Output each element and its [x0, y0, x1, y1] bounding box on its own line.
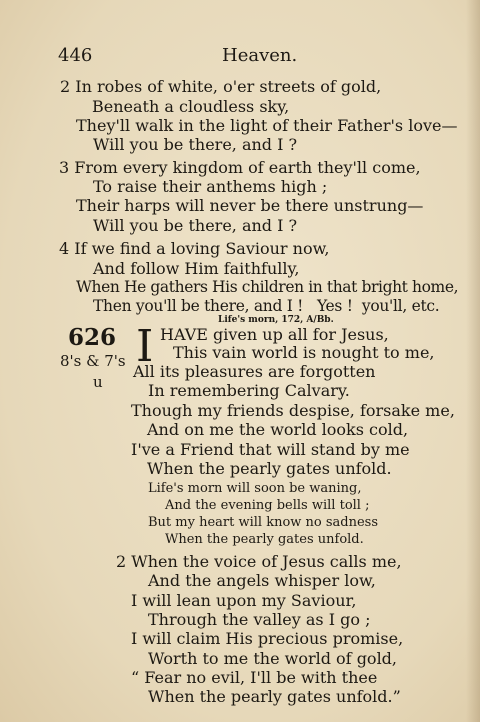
running-head: Heaven. [222, 45, 298, 66]
page-edge-shadow [466, 0, 480, 722]
verse-line: I've a Friend that will stand by me [131, 440, 410, 459]
verse-line: And the angels whisper low, [148, 571, 376, 590]
verse-line: Though my friends despise, forsake me, [131, 401, 455, 420]
verse-line: All its pleasures are forgotten [133, 362, 376, 381]
drop-cap: I [136, 321, 154, 372]
verse-line: Then you'll be there, and I ! Yes ! you'll, etc. [93, 297, 440, 315]
hymn-meter: 8's & 7's [60, 352, 126, 370]
verse-line: I will claim His precious promise, [131, 629, 404, 648]
verse-line: Through the valley as I go ; [148, 610, 371, 629]
verse-line: This vain world is nought to me, [173, 343, 435, 362]
verse-line: Worth to me the world of gold, [148, 649, 398, 668]
verse-line: And on me the world looks cold, [147, 420, 409, 439]
verse-line: HAVE given up all for Jesus, [160, 325, 389, 344]
verse-line: When He gathers His children in that bright home, [76, 278, 459, 296]
verse-line: Will you be there, and I ? [93, 135, 298, 154]
verse-line: And follow Him faithfully, [93, 259, 300, 278]
verse-line: They'll walk in the light of their Father's love— [76, 116, 458, 135]
chorus-line: And the evening bells will toll ; [165, 498, 370, 513]
chorus-line: Life's morn will soon be waning, [148, 481, 362, 496]
verse-line: Will you be there, and I ? [93, 216, 298, 235]
verse-line: 3 From every kingdom of earth they'll come, [59, 158, 421, 177]
hymn-mark: u [93, 373, 103, 391]
verse-line: Beneath a cloudless sky, [92, 97, 290, 116]
verse-line: 2 In robes of white, o'er streets of gold, [60, 77, 382, 96]
hymn-number: 626 [68, 324, 117, 351]
verse-line: “ Fear no evil, I'll be with thee [131, 668, 378, 687]
chorus-line: When the pearly gates unfold. [165, 532, 364, 547]
tune-reference: Life's morn, 172, A/Bb. [218, 315, 334, 325]
verse-line: Their harps will never be there unstrung— [76, 196, 424, 215]
verse-line: 4 If we find a loving Saviour now, [59, 239, 330, 258]
verse-line: 2 When the voice of Jesus calls me, [116, 552, 402, 571]
chorus-line: But my heart will know no sadness [148, 515, 379, 530]
verse-line: In remembering Calvary. [148, 381, 350, 400]
page-number: 446 [58, 45, 93, 66]
verse-line: To raise their anthems high ; [93, 177, 328, 196]
verse-line: When the pearly gates unfold.” [148, 687, 401, 706]
verse-line: I will lean upon my Saviour, [131, 591, 357, 610]
verse-line: When the pearly gates unfold. [147, 459, 392, 478]
